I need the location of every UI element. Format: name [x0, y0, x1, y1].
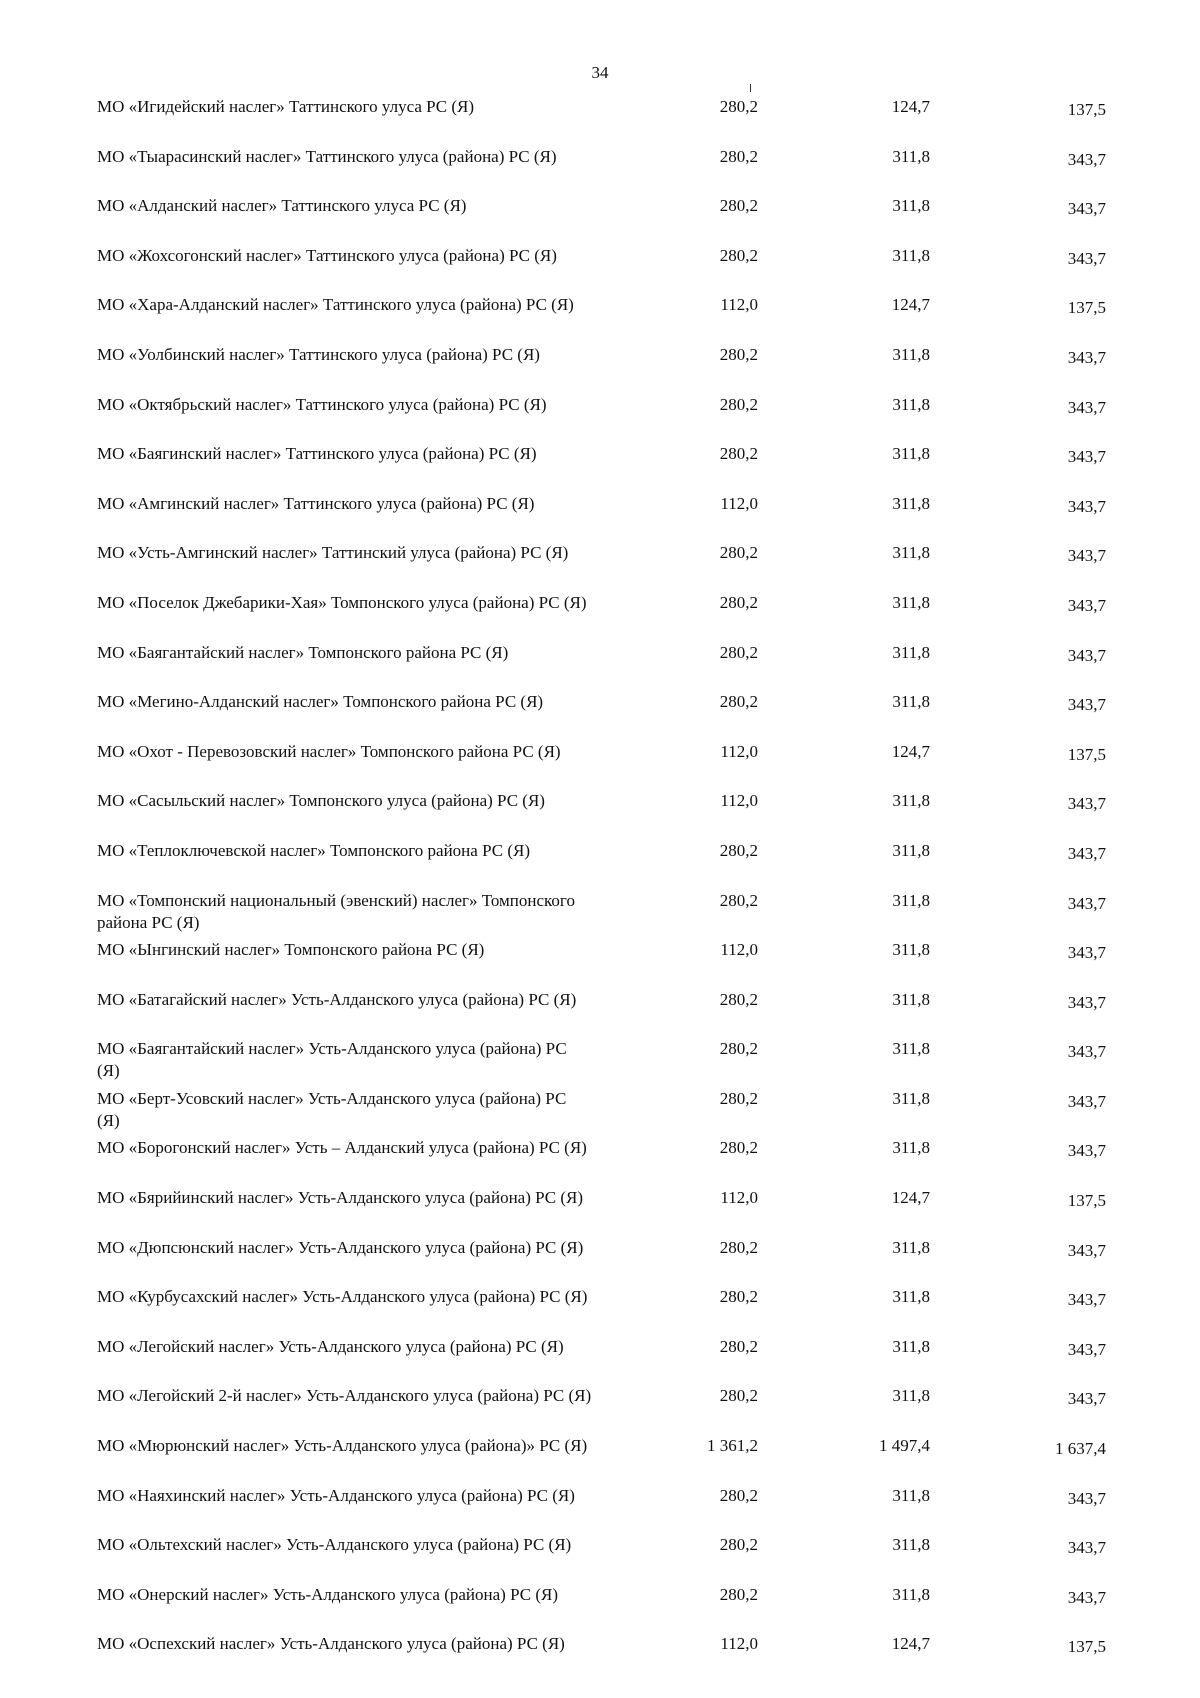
table-row: [0, 344, 1200, 394]
table-row: [0, 493, 1200, 543]
municipality-name: МО «Хара-Алданский наслег» Таттинского улуса (района) РС (Я): [97, 295, 574, 315]
municipality-name: МО «Уолбинский наслег» Таттинского улуса (района) РС (Я): [97, 344, 540, 364]
value-col-2: 311,8: [892, 592, 930, 612]
value-col-1: 280,2: [719, 1287, 758, 1307]
value-col-2: 311,8: [892, 146, 930, 166]
table-row: [0, 790, 1200, 840]
value-col-1: 280,2: [719, 1535, 758, 1555]
value-col-1: 280,2: [719, 692, 758, 712]
value-col-1: 280,2: [719, 989, 758, 1009]
municipality-name: МО «Онерский наслег» Усть-Алданского улуса (района) РС (Я): [97, 1584, 558, 1604]
value-col-3: 137,5: [1067, 1191, 1106, 1211]
municipality-name: МО «Октябрьский наслег» Таттинского улуса (района) РС (Я): [97, 394, 547, 414]
municipality-name: МО «Алданский наслег» Таттинского улуса РС (Я): [97, 196, 467, 216]
value-col-3: 137,5: [1067, 100, 1106, 119]
value-col-2: 311,8: [892, 1386, 930, 1406]
value-col-1: 280,2: [719, 592, 758, 612]
municipality-name: МО «Ынгинский наслег» Томпонского района РС (Я): [97, 940, 485, 960]
municipality-name: МО «Мюрюнский наслег» Усть-Алданского улуса (района)» РС (Я): [97, 1436, 588, 1456]
table-row: [0, 1286, 1200, 1336]
value-col-3: 343,7: [1067, 1091, 1106, 1111]
municipality-name: МО «Баягантайский наслег» Томпонского района РС (Я): [97, 642, 509, 662]
value-col-1: 280,2: [719, 245, 758, 265]
value-col-1: 280,2: [719, 444, 758, 464]
value-col-1: 280,2: [719, 1386, 758, 1406]
value-col-1: 280,2: [719, 344, 758, 364]
table-row: [0, 294, 1200, 344]
value-col-3: 343,7: [1067, 347, 1106, 367]
value-col-3: 343,7: [1067, 447, 1106, 467]
value-col-2: 124,7: [891, 295, 930, 315]
value-col-3: 137,5: [1067, 744, 1106, 764]
value-col-3: 343,7: [1067, 546, 1106, 566]
municipality-name: МО «Томпонский национальный (эвенский) наслег» Томпонского района РС (Я): [97, 890, 575, 932]
value-col-3: 343,7: [1067, 1290, 1106, 1310]
allocation-table: [0, 96, 1200, 1683]
table-row: [0, 1187, 1200, 1237]
value-col-2: 311,8: [892, 493, 930, 513]
value-col-3: 343,7: [1067, 149, 1106, 169]
municipality-name: МО «Жохсогонский наслег» Таттинского улуса (района) РС (Я): [97, 245, 557, 265]
table-row: [0, 890, 1200, 940]
value-col-3: 343,7: [1067, 1587, 1106, 1607]
municipality-name: МО «Оспехский наслег» Усть-Алданского улуса (района) РС (Я): [97, 1634, 565, 1654]
table-row: [0, 642, 1200, 692]
value-col-3: 343,7: [1067, 1339, 1106, 1359]
table-row: [0, 1336, 1200, 1386]
table-row: [0, 195, 1200, 245]
table-row: [0, 741, 1200, 791]
value-col-3: 343,7: [1067, 496, 1106, 516]
value-col-2: 311,8: [892, 394, 930, 414]
value-col-2: 311,8: [892, 344, 930, 364]
value-col-2: 311,8: [892, 1485, 930, 1505]
value-col-1: 280,2: [719, 1039, 758, 1059]
value-col-1: 280,2: [719, 146, 758, 166]
value-col-3: 343,7: [1067, 645, 1106, 665]
value-col-3: 343,7: [1067, 1488, 1106, 1508]
value-col-3: 343,7: [1067, 695, 1106, 715]
municipality-name: МО «Теплоключевской наслег» Томпонского района РС (Я): [97, 840, 530, 860]
table-row: [0, 691, 1200, 741]
value-col-1: 112,0: [720, 940, 758, 960]
value-col-2: 311,8: [892, 642, 930, 662]
value-col-1: 280,2: [719, 1237, 758, 1257]
municipality-name: МО «Баягантайский наслег» Усть-Алданского улуса (района) РС (Я): [97, 1039, 567, 1081]
value-col-2: 124,7: [891, 1634, 930, 1654]
value-col-2: 311,8: [892, 196, 930, 216]
value-col-1: 280,2: [719, 642, 758, 662]
value-col-1: 280,2: [719, 1336, 758, 1356]
table-row: [0, 1088, 1200, 1138]
municipality-name: МО «Борогонский наслег» Усть – Алданский улуса (района) РС (Я): [97, 1138, 587, 1158]
value-col-1: 112,0: [720, 1188, 758, 1208]
value-col-3: 137,5: [1067, 1637, 1106, 1657]
municipality-name: МО «Батагайский наслег» Усть-Алданского улуса (района) РС (Я): [97, 989, 577, 1009]
value-col-3: 1 637,4: [1055, 1439, 1106, 1459]
value-col-3: 343,7: [1067, 1240, 1106, 1260]
value-col-2: 311,8: [892, 444, 930, 464]
value-col-1: 112,0: [720, 1634, 758, 1654]
value-col-1: 280,2: [719, 1138, 758, 1158]
value-col-2: 311,8: [892, 1237, 930, 1257]
value-col-2: 311,8: [892, 1336, 930, 1356]
value-col-3: 343,7: [1067, 1141, 1106, 1161]
value-col-2: 311,8: [892, 543, 930, 563]
value-col-2: 311,8: [892, 940, 930, 960]
value-col-1: 1 361,2: [707, 1436, 758, 1456]
municipality-name: МО «Дюпсюнский наслег» Усть-Алданского улуса (района) РС (Я): [97, 1237, 584, 1257]
value-col-1: 280,2: [719, 394, 758, 414]
municipality-name: МО «Наяхинский наслег» Усть-Алданского улуса (района) РС (Я): [97, 1485, 575, 1505]
municipality-name: МО «Баягинский наслег» Таттинского улуса (района) РС (Я): [97, 444, 537, 464]
municipality-name: МО «Ольтехский наслег» Усть-Алданского улуса (района) РС (Я): [97, 1535, 572, 1555]
value-col-2: 311,8: [892, 245, 930, 265]
value-col-2: 311,8: [892, 840, 930, 860]
municipality-name: МО «Легойский наслег» Усть-Алданского улуса (района) РС (Я): [97, 1336, 564, 1356]
value-col-2: 311,8: [892, 890, 930, 910]
municipality-name: МО «Мегино-Алданский наслег» Томпонского района РС (Я): [97, 692, 544, 712]
table-row: [0, 1633, 1200, 1683]
value-col-2: 311,8: [892, 1088, 930, 1108]
table-row: [0, 592, 1200, 642]
value-col-2: 311,8: [892, 1535, 930, 1555]
value-col-3: 343,7: [1067, 992, 1106, 1012]
table-row: [0, 1038, 1200, 1088]
table-row: [0, 394, 1200, 444]
value-col-2: 311,8: [892, 1039, 930, 1059]
value-col-2: 124,7: [891, 1188, 930, 1208]
table-row: [0, 1385, 1200, 1435]
value-col-2: 311,8: [892, 692, 930, 712]
value-col-2: 1 497,4: [879, 1436, 930, 1456]
table-row: [0, 1435, 1200, 1485]
value-col-1: 280,2: [719, 543, 758, 563]
municipality-name: МО «Берт-Усовский наслег» Усть-Алданского улуса (района) РС (Я): [97, 1088, 567, 1130]
column-tick-mark: [750, 84, 751, 92]
table-row: [0, 1534, 1200, 1584]
municipality-name: МО «Легойский 2-й наслег» Усть-Алданского улуса (района) РС (Я): [97, 1386, 592, 1406]
table-row: [0, 542, 1200, 592]
table-row: [0, 146, 1200, 196]
table-row: [0, 840, 1200, 890]
value-col-2: 124,7: [891, 741, 930, 761]
table-row: [0, 1237, 1200, 1287]
value-col-3: 343,7: [1067, 1389, 1106, 1409]
page-number: 34: [591, 63, 609, 82]
value-col-1: 112,0: [720, 791, 758, 811]
value-col-3: 343,7: [1067, 893, 1106, 913]
municipality-name: МО «Охот - Перевозовский наслег» Томпонского района РС (Я): [97, 741, 561, 761]
municipality-name: МО «Бярийинский наслег» Усть-Алданского улуса (района) РС (Я): [97, 1188, 584, 1208]
value-col-3: 343,7: [1067, 794, 1106, 814]
value-col-1: 280,2: [719, 890, 758, 910]
value-col-1: 280,2: [719, 840, 758, 860]
value-col-3: 137,5: [1067, 298, 1106, 318]
table-row: [0, 989, 1200, 1039]
value-col-3: 343,7: [1067, 1538, 1106, 1558]
value-col-3: 343,7: [1067, 843, 1106, 863]
municipality-name: МО «Сасыльский наслег» Томпонского улуса (района) РС (Я): [97, 791, 545, 811]
value-col-1: 280,2: [719, 196, 758, 216]
municipality-name: МО «Тыарасинский наслег» Таттинского улуса (района) РС (Я): [97, 146, 557, 166]
municipality-name: МО «Усть-Амгинский наслег» Таттинский улуса (района) РС (Я): [97, 543, 569, 563]
value-col-2: 124,7: [891, 97, 930, 116]
municipality-name: МО «Игидейский наслег» Таттинского улуса РС (Я): [97, 97, 475, 116]
table-row: [0, 1485, 1200, 1535]
value-col-3: 343,7: [1067, 397, 1106, 417]
table-row: [0, 96, 1200, 146]
value-col-1: 280,2: [719, 1584, 758, 1604]
value-col-3: 343,7: [1067, 248, 1106, 268]
value-col-3: 343,7: [1067, 1042, 1106, 1062]
table-row: [0, 1584, 1200, 1634]
value-col-2: 311,8: [892, 1138, 930, 1158]
value-col-2: 311,8: [892, 1584, 930, 1604]
table-row: [0, 245, 1200, 295]
municipality-name: МО «Поселок Джебарики-Хая» Томпонского улуса (района) РС (Я): [97, 592, 587, 612]
value-col-3: 343,7: [1067, 943, 1106, 963]
table-row: [0, 939, 1200, 989]
municipality-name: МО «Амгинский наслег» Таттинского улуса (района) РС (Я): [97, 493, 535, 513]
value-col-1: 112,0: [720, 295, 758, 315]
value-col-1: 112,0: [720, 493, 758, 513]
table-row: [0, 443, 1200, 493]
value-col-2: 311,8: [892, 989, 930, 1009]
value-col-1: 112,0: [720, 741, 758, 761]
table-row: [0, 1137, 1200, 1187]
value-col-2: 311,8: [892, 791, 930, 811]
municipality-name: МО «Курбусахский наслег» Усть-Алданского улуса (района) РС (Я): [97, 1287, 588, 1307]
value-col-3: 343,7: [1067, 199, 1106, 219]
value-col-1: 280,2: [719, 1485, 758, 1505]
value-col-3: 343,7: [1067, 595, 1106, 615]
value-col-1: 280,2: [719, 1088, 758, 1108]
value-col-1: 280,2: [719, 97, 758, 116]
value-col-2: 311,8: [892, 1287, 930, 1307]
